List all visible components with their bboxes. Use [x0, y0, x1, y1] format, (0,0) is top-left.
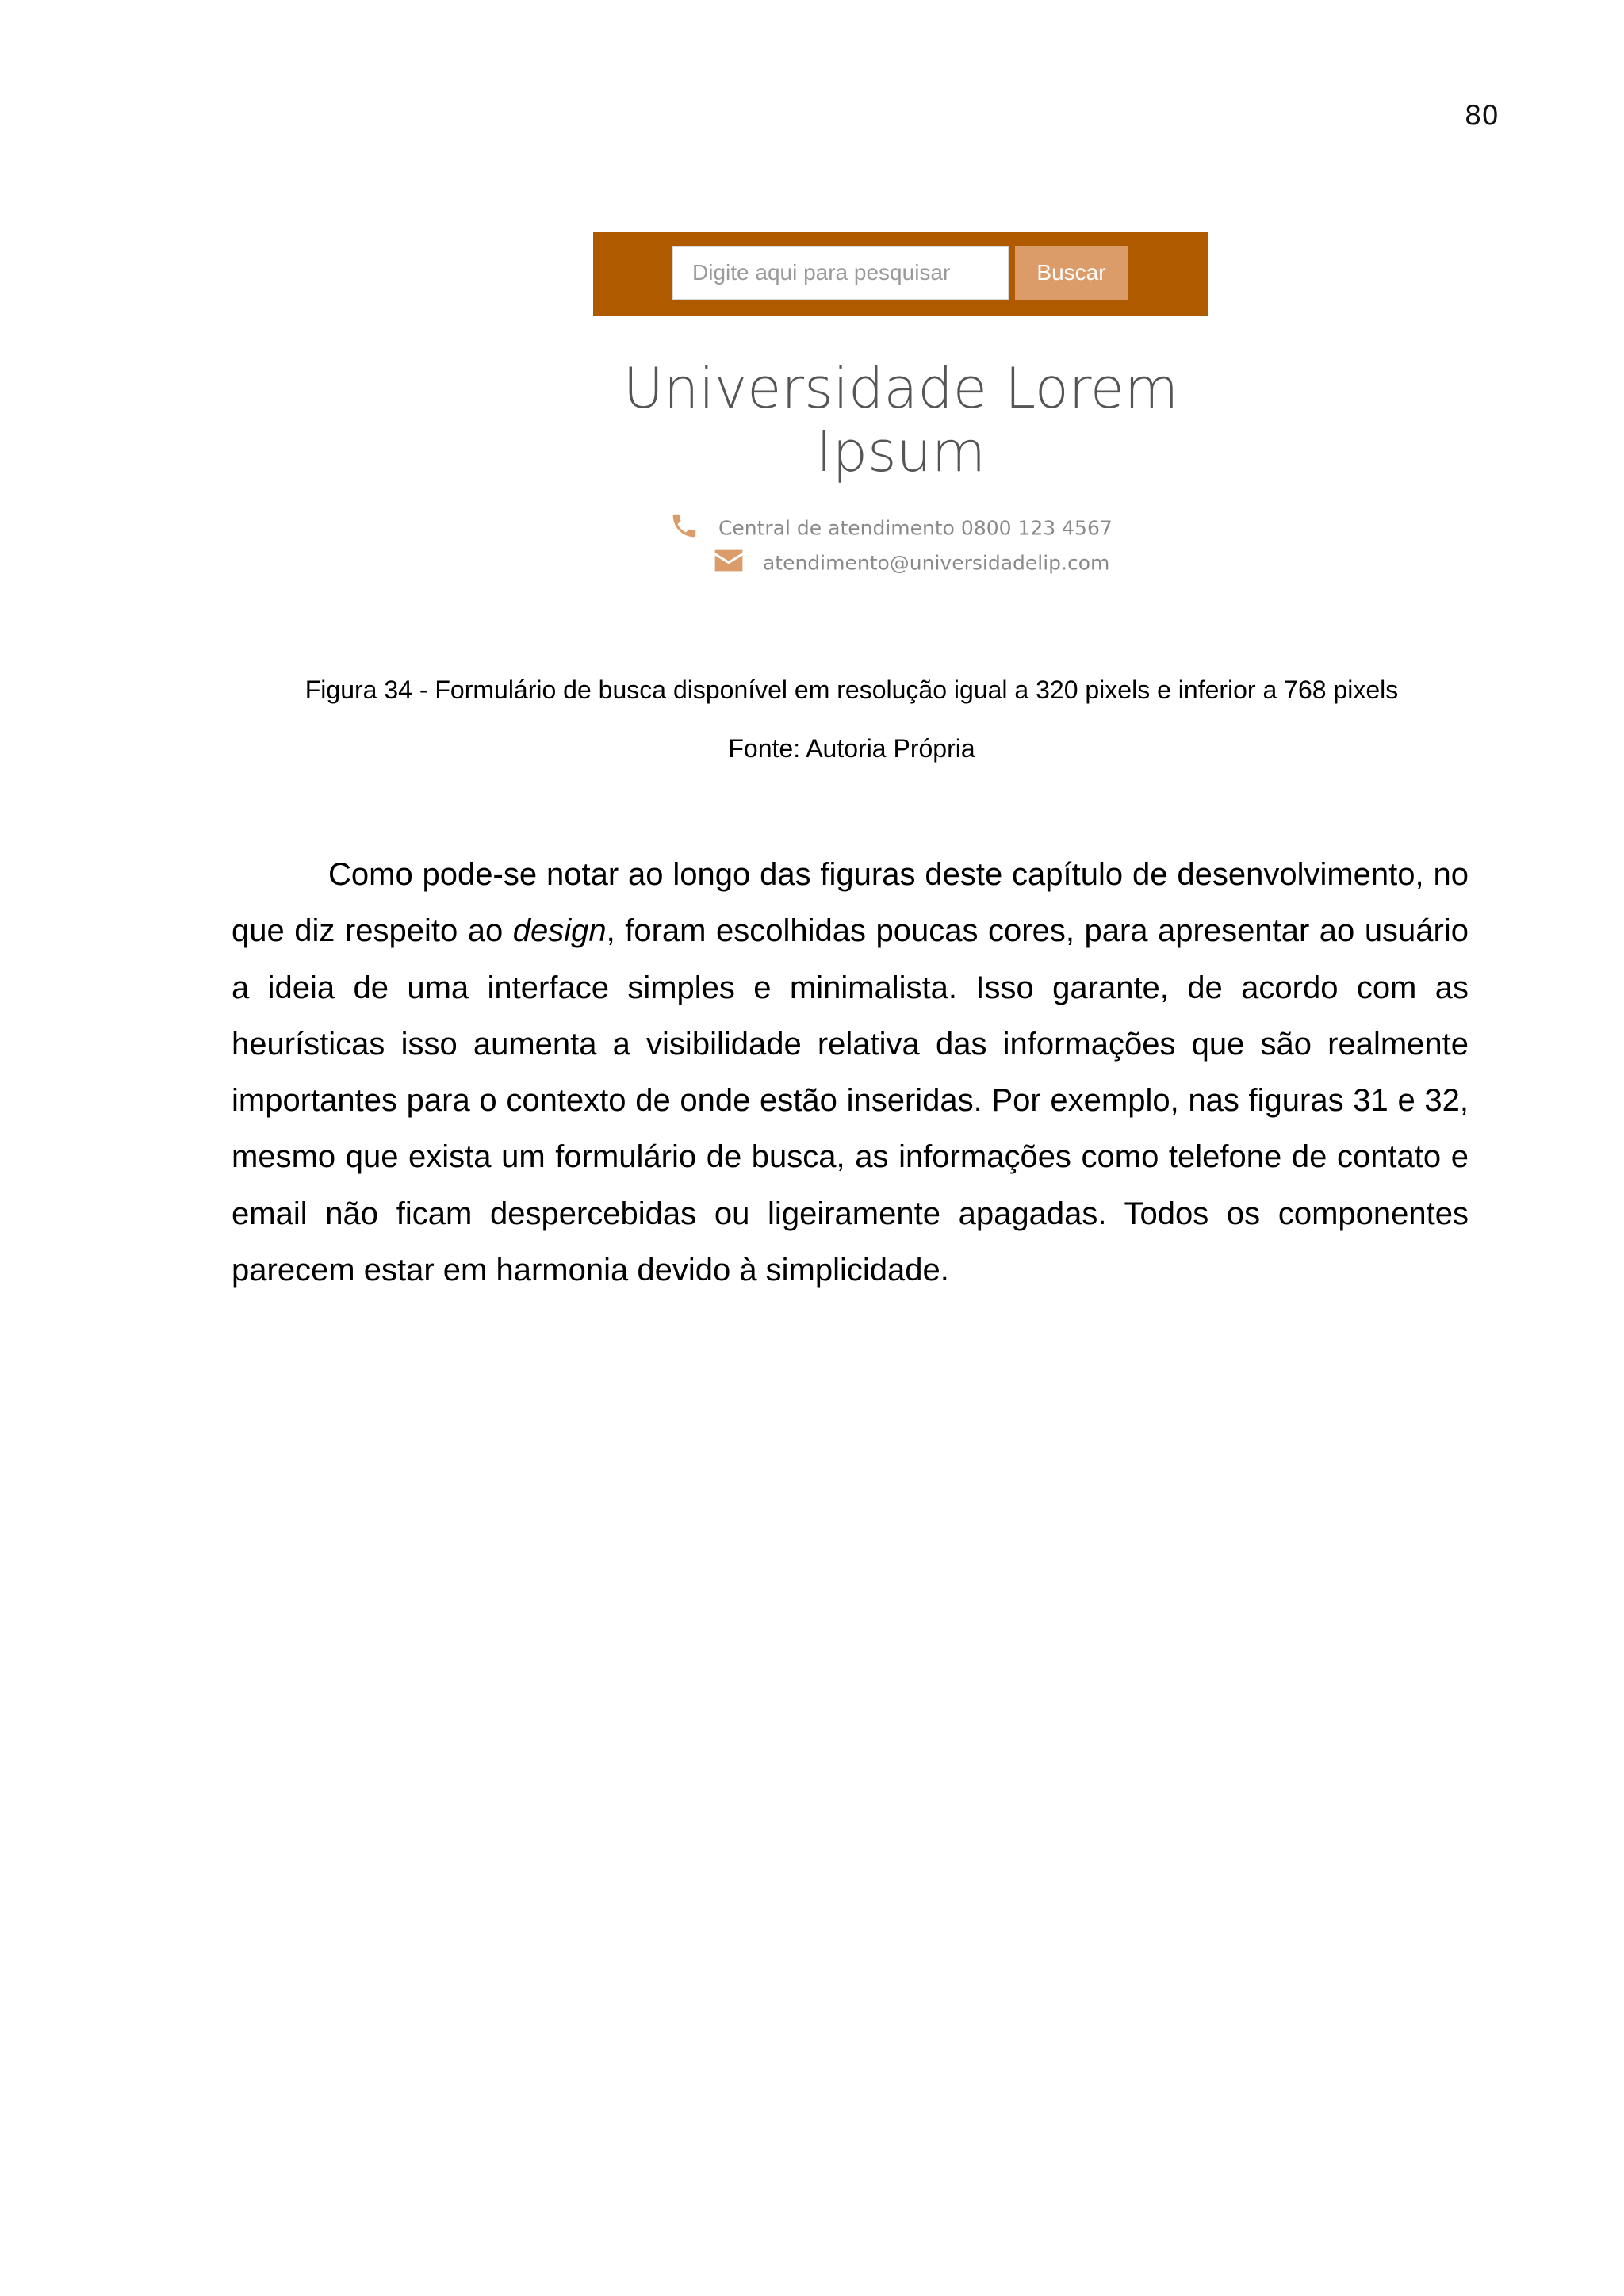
body-paragraph	[232, 847, 1469, 1299]
contact-phone	[669, 511, 1113, 545]
paragraph-emphasis: design	[512, 913, 607, 949]
caption-title: Figura 34 - Formulário de busca disponível em resolução igual a 320 pixels e inferior a 768 pixels	[304, 675, 1399, 704]
page-number: 80	[1464, 100, 1499, 132]
figure-screenshot	[593, 232, 1208, 620]
university-title-line-2: Ipsum	[815, 419, 986, 484]
search-button[interactable]: Buscar	[1015, 246, 1128, 300]
phone-text: Central de atendimento 0800 123 4567	[718, 516, 1113, 540]
caption-source: Fonte: Autoria Própria	[728, 734, 975, 763]
search-input[interactable]	[672, 246, 1009, 300]
university-title	[593, 357, 1208, 484]
university-title-line-1: Universidade Lorem	[622, 356, 1179, 421]
email-text: atendimento@universidadelip.com	[762, 551, 1110, 575]
paragraph-text-2: , foram escolhidas poucas cores, para apresentar ao usuário a ideia de uma interface simples e minimalista. Isso garante, de acordo com as heurísticas isso aumenta a visibilidade relativa das informações que são realmente importantes para o contexto de onde estão inseridas. Por exemplo, nas figuras 31 e 32, mesmo que exista um formulário de busca, as informações como telefone de contato e email não ficam despercebidas ou ligeiramente apagadas. Todos os componentes parecem estar em harmonia devido à simplicidade.	[232, 913, 1469, 1288]
envelope-icon	[714, 549, 744, 577]
contact-email	[714, 549, 1109, 577]
phone-icon	[669, 511, 699, 545]
search-bar	[593, 232, 1208, 316]
paragraph-text-1: Como pode-se notar ao longo das figuras deste capítulo de desenvolvimento, no que diz respeito ao	[232, 857, 1469, 949]
